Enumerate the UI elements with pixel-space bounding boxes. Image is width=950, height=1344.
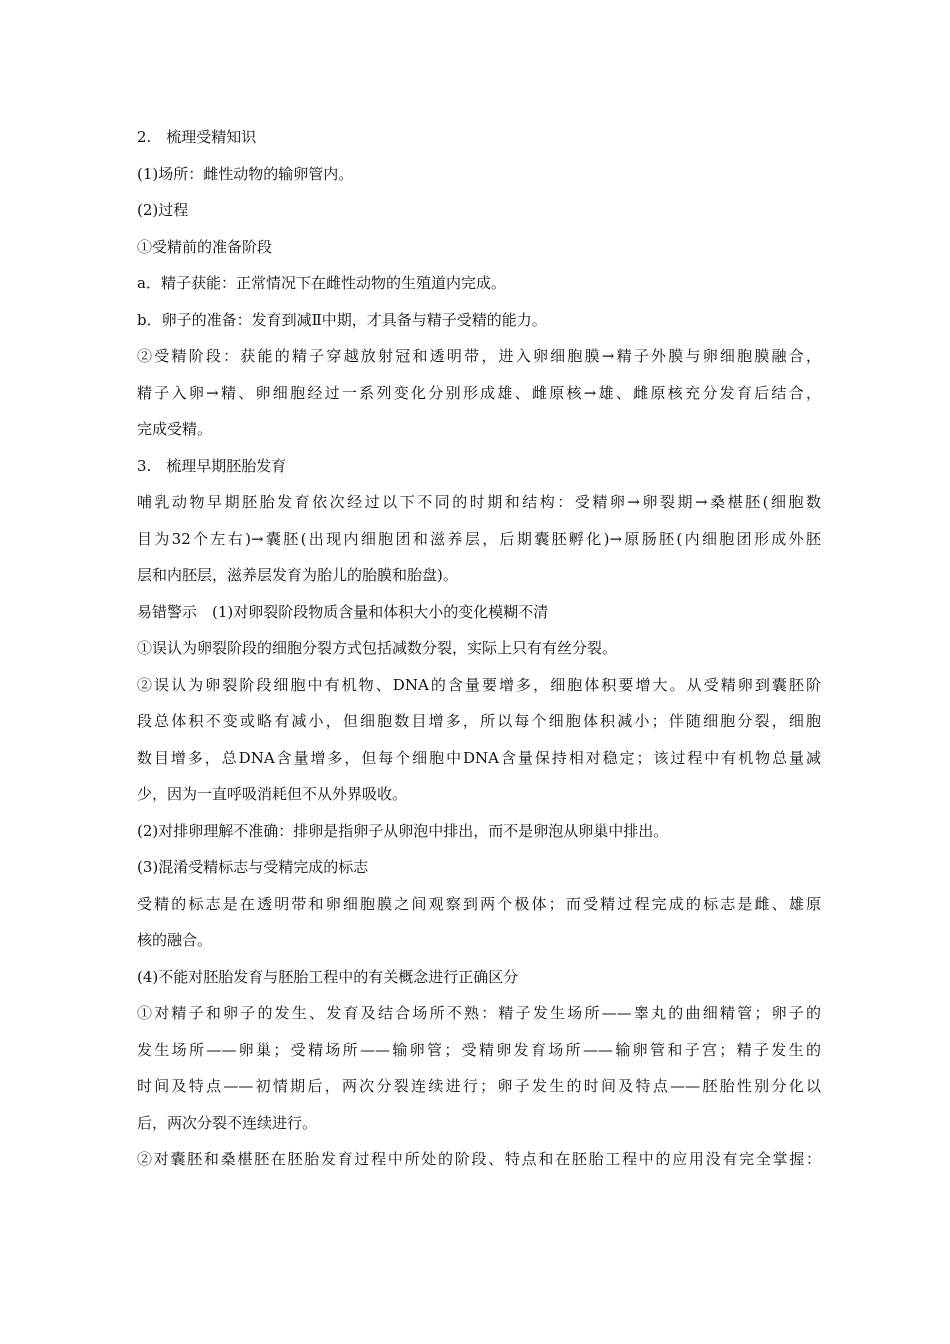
text-line: ①对精子和卵子的发生、发育及结合场所不熟：精子发生场所——睾丸的曲细精管；卵子的 [137,1004,821,1022]
text-line: 受精的标志是在透明带和卵细胞膜之间观察到两个极体；而受精过程完成的标志是雌、雄原 [137,894,821,913]
text-line: 精子入卵→精、卵细胞经过一系列变化分别形成雄、雌原核→雄、雌原核充分发育后结合， [137,383,821,402]
text-line: (2)过程 [137,201,189,219]
text-line: ①误认为卵裂阶段的细胞分裂方式包括减数分裂，实际上只有有丝分裂。 [137,639,618,657]
text-line: (1)场所：雌性动物的输卵管内。 [137,164,354,183]
text-line: 少，因为一直呼吸消耗但不从外界吸收。 [137,785,408,803]
text-line: 数目增多，总DNA含量增多，但每个细胞中DNA含量保持相对稳定；该过程中有机物总量减 [137,748,821,767]
text-line: (2)对排卵理解不准确：排卵是指卵子从卵泡中排出，而不是卵泡从卵巢中排出。 [137,821,669,840]
text-line: 时间及特点——初情期后，两次分裂连续进行；卵子发生的时间及特点——胚胎性别分化以 [137,1077,821,1095]
text-line: 核的融合。 [137,931,213,949]
text-line: ①受精前的准备阶段 [137,237,273,256]
text-line: 目为32个左右)→囊胚(出现内细胞团和滋养层，后期囊胚孵化)→原肠胚(内细胞团形成外胚 [137,529,821,548]
text-line: b．卵子的准备：发育到减Ⅱ中期，才具备与精子受精的能力。 [137,310,547,329]
document-body [137,124,821,1183]
text-line: 后，两次分裂不连续进行。 [137,1113,318,1132]
text-line: ②误认为卵裂阶段细胞中有机物、DNA的含量要增多，细胞体积要增大。从受精卵到囊胚阶 [137,675,821,694]
text-line: (3)混淆受精标志与受精完成的标志 [137,858,369,876]
text-line: 发生场所——卵巢；受精场所——输卵管；受精卵发育场所——输卵管和子宫；精子发生的 [137,1040,821,1059]
text-line: ②对囊胚和桑椹胚在胚胎发育过程中所处的阶段、特点和在胚胎工程中的应用没有完全掌握： [137,1150,821,1168]
text-line: 2. 梳理受精知识 [137,128,257,146]
text-line: 易错警示 (1)对卵裂阶段物质含量和体积大小的变化模糊不清 [137,602,549,621]
text-line: 层和内胚层，滋养层发育为胎儿的胎膜和胎盘)。 [137,566,458,584]
text-line: (4)不能对胚胎发育与胚胎工程中的有关概念进行正确区分 [137,967,519,986]
text-line: 3. 梳理早期胚胎发育 [137,456,287,475]
text-line: 段总体积不变或略有减小，但细胞数目增多，所以每个细胞体积减小；伴随细胞分裂，细胞 [137,712,821,730]
text-line: ②受精阶段：获能的精子穿越放射冠和透明带，进入卵细胞膜→精子外膜与卵细胞膜融合， [137,347,821,365]
text-line: 完成受精。 [137,420,213,438]
text-line: 哺乳动物早期胚胎发育依次经过以下不同的时期和结构：受精卵→卵裂期→桑椹胚(细胞数 [137,493,821,511]
text-line: a．精子获能：正常情况下在雌性动物的生殖道内完成。 [137,274,506,292]
